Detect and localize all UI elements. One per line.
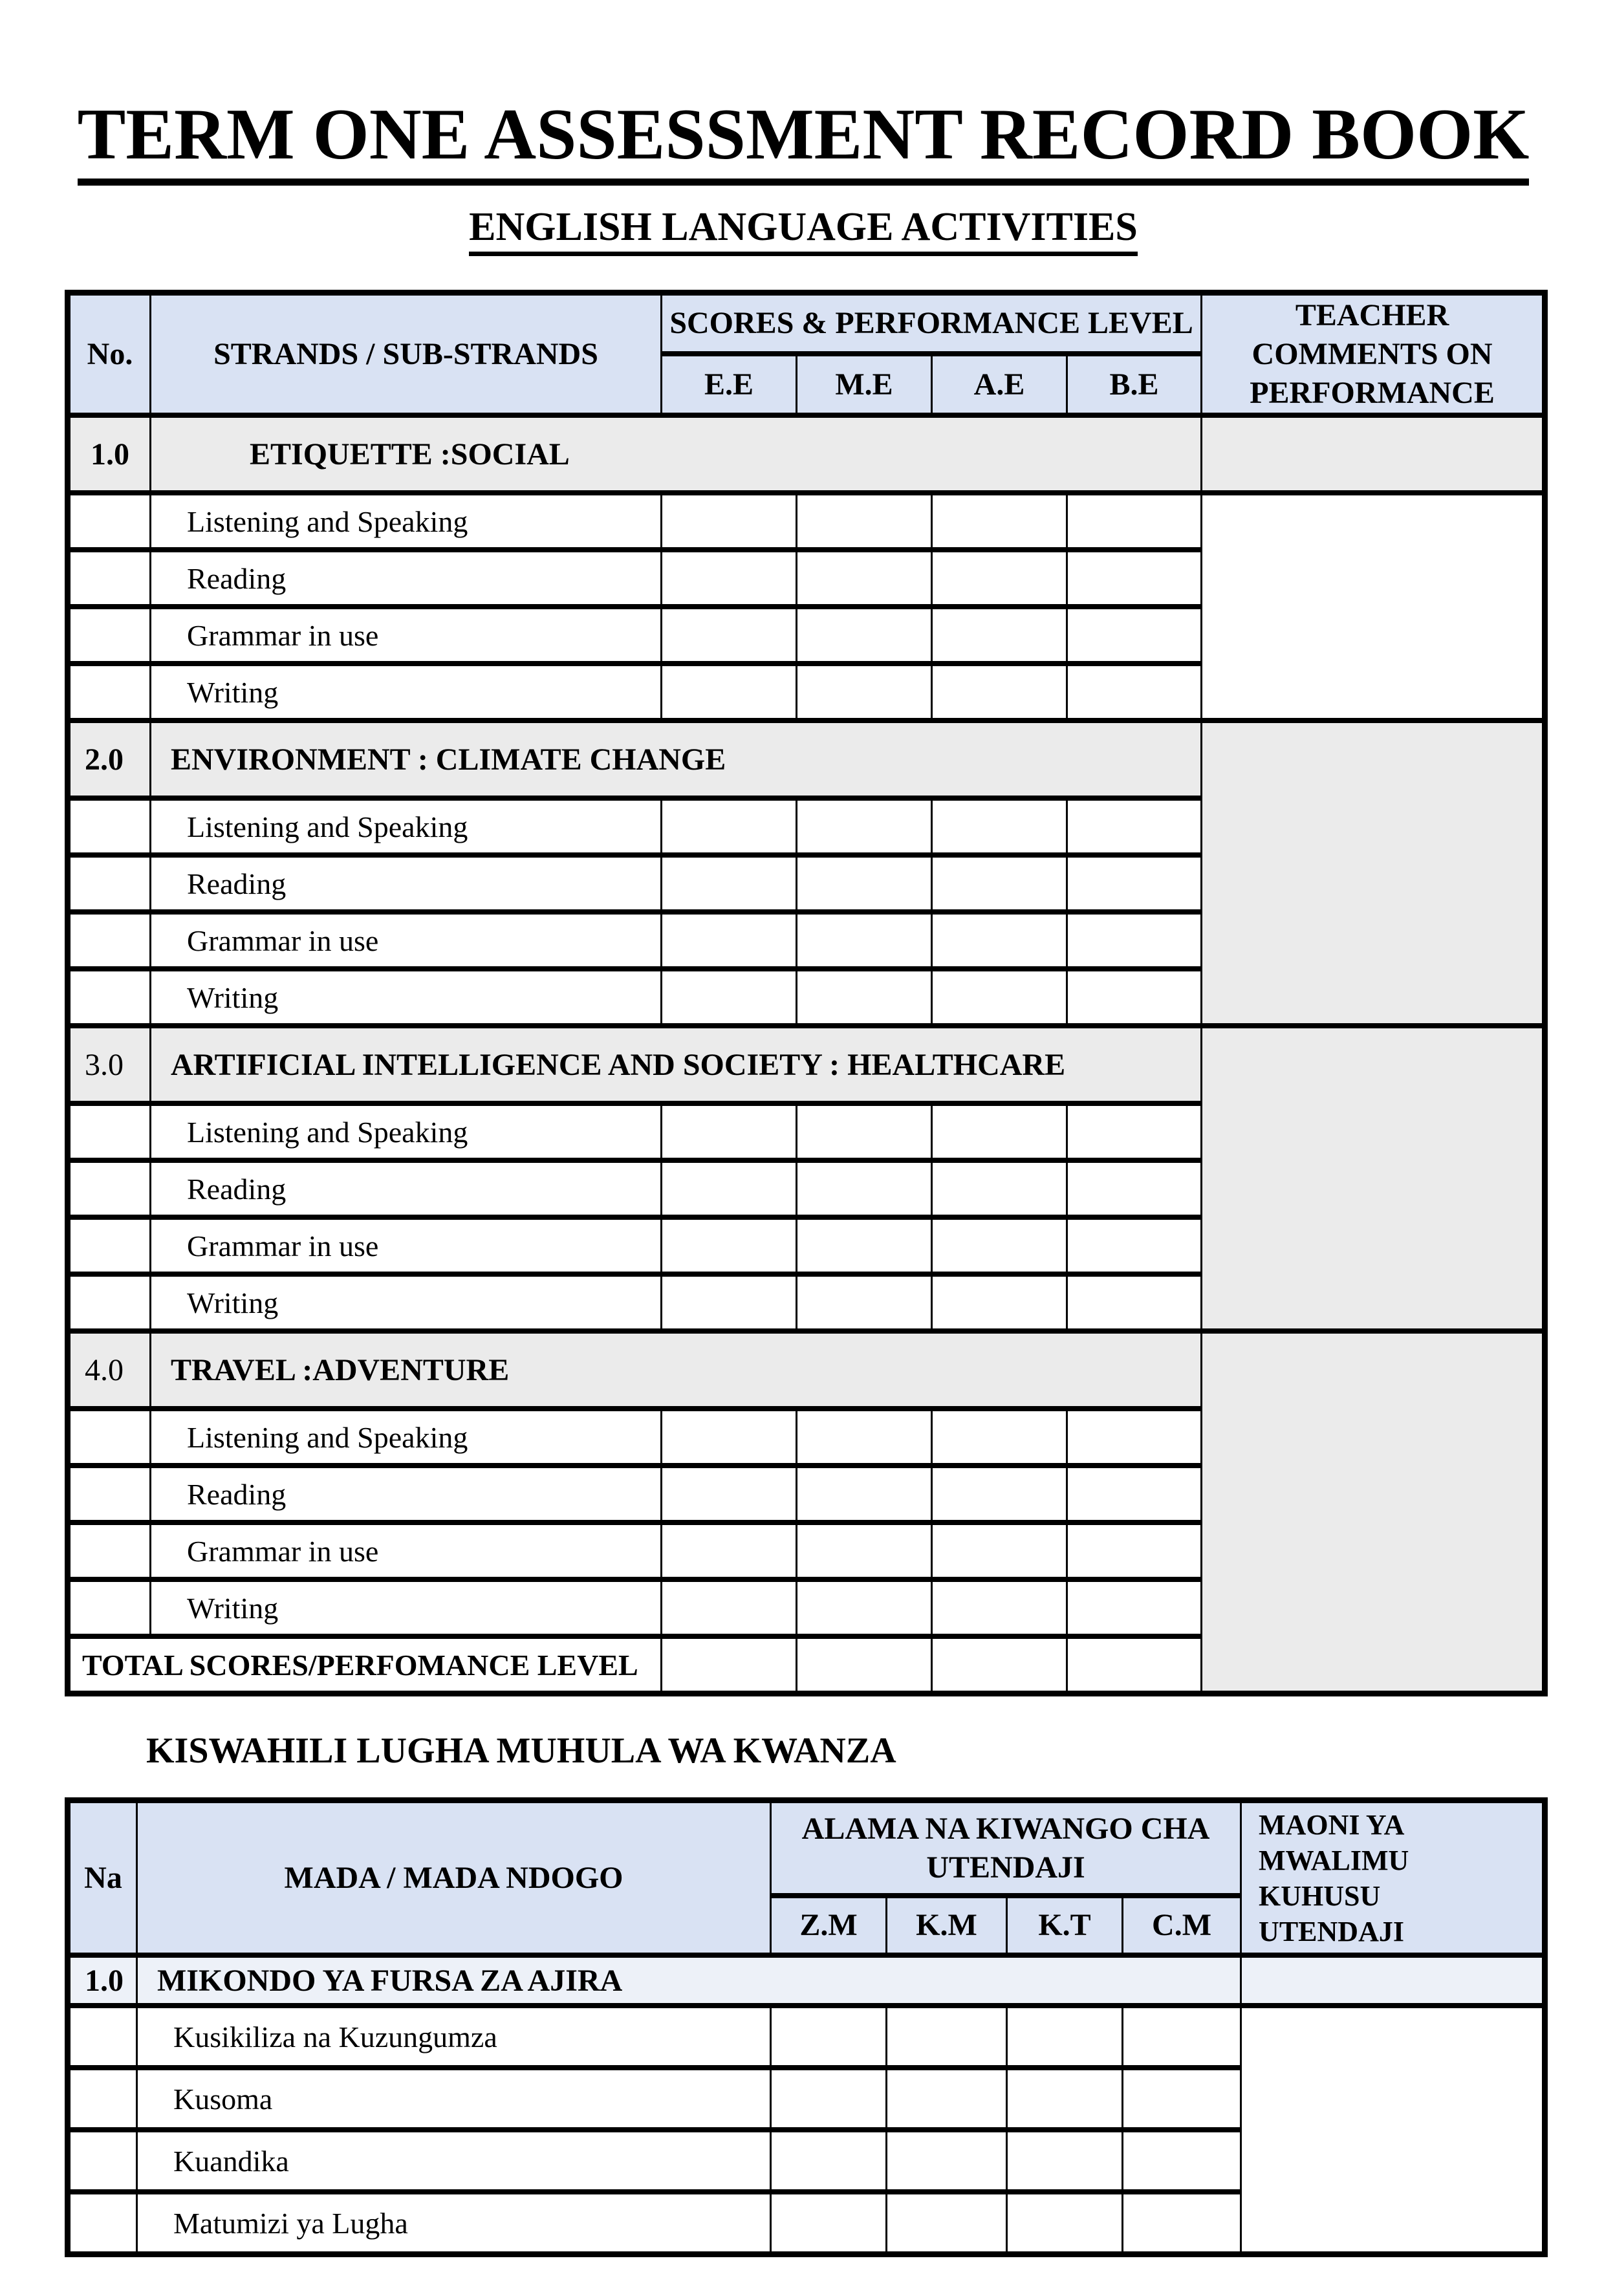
score-cell-me: [797, 1103, 932, 1160]
col-header-scores-group: SCORES & PERFORMANCE LEVEL: [662, 292, 1202, 354]
score-cell-ee: [662, 912, 797, 969]
col-header-be: B.E: [1067, 354, 1202, 415]
score-cell-me: [797, 1409, 932, 1466]
score-cell-me: [797, 969, 932, 1026]
total-score-cell-me: [797, 1636, 932, 1693]
score-cell-be: [1067, 1522, 1202, 1579]
section-row-etiquette: [68, 415, 1545, 493]
col-header-cm: C.M: [1123, 1896, 1241, 1955]
score-cell-ae: [932, 1466, 1067, 1522]
score-cell-ae: [932, 607, 1067, 664]
sub-strand-label: Writing: [151, 969, 662, 1026]
mada-ndogo-row: [68, 2006, 1545, 2068]
col-header-strands: STRANDS / SUB-STRANDS: [151, 292, 662, 415]
score-cell-be: [1067, 969, 1202, 1026]
score-cell-be: [1067, 912, 1202, 969]
score-cell-be: [1067, 1103, 1202, 1160]
section-number: 1.0: [68, 415, 151, 493]
score-cell-kt: [1007, 2130, 1123, 2192]
section-comments-cell: [1202, 415, 1545, 493]
col-header-kt: K.T: [1007, 1896, 1123, 1955]
mada-ndogo-label: Kusoma: [137, 2068, 771, 2130]
section-row-ai-society: [68, 1026, 1545, 1103]
col-header-ee: E.E: [662, 354, 797, 415]
row-number-cell: [68, 550, 151, 607]
score-cell-be: [1067, 607, 1202, 664]
col-header-teacher-comments: TEACHER COMMENTS ON PERFORMANCE: [1202, 292, 1545, 415]
score-cell-be: [1067, 1579, 1202, 1636]
score-cell-ee: [662, 1409, 797, 1466]
mada-ndogo-label: Kusikiliza na Kuzungumza: [137, 2006, 771, 2068]
score-cell-ae: [932, 1522, 1067, 1579]
mada-ndogo-label: Kuandika: [137, 2130, 771, 2192]
score-cell-me: [797, 1274, 932, 1331]
score-cell-ae: [932, 493, 1067, 550]
section-number: 2.0: [68, 720, 151, 798]
score-cell-ae: [932, 1579, 1067, 1636]
score-cell-ae: [932, 969, 1067, 1026]
section-title: ETIQUETTE :SOCIAL: [151, 415, 1202, 493]
row-number-cell: [68, 2192, 137, 2254]
sub-strand-label: Grammar in use: [151, 1217, 662, 1274]
col-header-alama-group: ALAMA NA KIWANGO CHA UTENDAJI: [771, 1800, 1241, 1896]
col-header-maoni: MAONI YA MWALIMU KUHUSU UTENDAJI: [1241, 1800, 1545, 1955]
score-cell-km: [887, 2006, 1007, 2068]
score-cell-ae: [932, 1409, 1067, 1466]
col-header-me: M.E: [797, 354, 932, 415]
page-title: [65, 94, 1542, 186]
score-cell-be: [1067, 1409, 1202, 1466]
score-cell-me: [797, 493, 932, 550]
row-number-cell: [68, 912, 151, 969]
sub-strand-label: Writing: [151, 1274, 662, 1331]
section-row-travel: [68, 1331, 1545, 1409]
score-cell-me: [797, 1160, 932, 1217]
col-header-zm: Z.M: [771, 1896, 887, 1955]
row-number-cell: [68, 607, 151, 664]
score-cell-ee: [662, 607, 797, 664]
sub-strand-label: Reading: [151, 550, 662, 607]
score-cell-me: [797, 1579, 932, 1636]
score-cell-ee: [662, 550, 797, 607]
maoni-comments-cell: [1241, 2006, 1545, 2254]
score-cell-ee: [662, 855, 797, 912]
score-cell-ae: [932, 1217, 1067, 1274]
col-header-mada: MADA / MADA NDOGO: [137, 1800, 771, 1955]
kiswahili-heading: KISWAHILI LUGHA MUHULA WA KWANZA: [146, 1730, 896, 1771]
page-subtitle: [65, 205, 1542, 256]
score-cell-kt: [1007, 2068, 1123, 2130]
score-cell-km: [887, 2192, 1007, 2254]
page-title-text: TERM ONE ASSESSMENT RECORD BOOK: [78, 97, 1530, 186]
score-cell-zm: [771, 2068, 887, 2130]
sub-strand-label: Grammar in use: [151, 912, 662, 969]
sub-strand-row: [68, 493, 1545, 550]
row-number-cell: [68, 1103, 151, 1160]
section-title: ENVIRONMENT : CLIMATE CHANGE: [151, 720, 1202, 798]
score-cell-cm: [1123, 2192, 1241, 2254]
score-cell-km: [887, 2068, 1007, 2130]
section-row-environment: [68, 720, 1545, 798]
sub-strand-label: Listening and Speaking: [151, 1409, 662, 1466]
teacher-comments-cell: [1202, 1026, 1545, 1331]
score-cell-ae: [932, 798, 1067, 855]
score-cell-me: [797, 912, 932, 969]
row-number-cell: [68, 1160, 151, 1217]
score-cell-ee: [662, 798, 797, 855]
score-cell-be: [1067, 1466, 1202, 1522]
col-header-ae: A.E: [932, 354, 1067, 415]
score-cell-be: [1067, 1274, 1202, 1331]
score-cell-ee: [662, 1160, 797, 1217]
section-number: 3.0: [68, 1026, 151, 1103]
score-cell-ee: [662, 1466, 797, 1522]
section-row-mikondo: [68, 1955, 1545, 2006]
score-cell-ae: [932, 1160, 1067, 1217]
score-cell-ee: [662, 1217, 797, 1274]
sub-strand-label: Reading: [151, 855, 662, 912]
score-cell-be: [1067, 855, 1202, 912]
section-comments-cell: [1241, 1955, 1545, 2006]
score-cell-ee: [662, 969, 797, 1026]
mada-ndogo-label: Matumizi ya Lugha: [137, 2192, 771, 2254]
sub-strand-label: Writing: [151, 664, 662, 720]
score-cell-be: [1067, 798, 1202, 855]
row-number-cell: [68, 493, 151, 550]
row-number-cell: [68, 969, 151, 1026]
score-cell-ae: [932, 912, 1067, 969]
score-cell-be: [1067, 493, 1202, 550]
sub-strand-label: Writing: [151, 1579, 662, 1636]
table-header-row: [68, 292, 1545, 354]
col-header-km: K.M: [887, 1896, 1007, 1955]
kiswahili-assessment-table: [65, 1797, 1548, 2257]
score-cell-ee: [662, 664, 797, 720]
score-cell-zm: [771, 2006, 887, 2068]
section-title: TRAVEL :ADVENTURE: [151, 1331, 1202, 1409]
score-cell-cm: [1123, 2006, 1241, 2068]
sub-strand-label: Reading: [151, 1466, 662, 1522]
score-cell-cm: [1123, 2130, 1241, 2192]
sub-strand-label: Grammar in use: [151, 607, 662, 664]
row-number-cell: [68, 855, 151, 912]
score-cell-kt: [1007, 2006, 1123, 2068]
score-cell-ae: [932, 1103, 1067, 1160]
total-label: TOTAL SCORES/PERFOMANCE LEVEL: [68, 1636, 662, 1693]
row-number-cell: [68, 1522, 151, 1579]
score-cell-zm: [771, 2130, 887, 2192]
col-header-na: Na: [68, 1800, 137, 1955]
score-cell-me: [797, 664, 932, 720]
total-score-cell-ee: [662, 1636, 797, 1693]
table-header-row: [68, 1800, 1545, 1896]
score-cell-kt: [1007, 2192, 1123, 2254]
score-cell-me: [797, 798, 932, 855]
score-cell-ae: [932, 550, 1067, 607]
score-cell-ee: [662, 493, 797, 550]
row-number-cell: [68, 1466, 151, 1522]
score-cell-ae: [932, 855, 1067, 912]
score-cell-cm: [1123, 2068, 1241, 2130]
score-cell-me: [797, 607, 932, 664]
sub-strand-label: Reading: [151, 1160, 662, 1217]
score-cell-ee: [662, 1103, 797, 1160]
total-score-cell-ae: [932, 1636, 1067, 1693]
row-number-cell: [68, 1274, 151, 1331]
sub-strand-label: Listening and Speaking: [151, 1103, 662, 1160]
score-cell-ee: [662, 1522, 797, 1579]
sub-strand-label: Grammar in use: [151, 1522, 662, 1579]
row-number-cell: [68, 1409, 151, 1466]
section-title: MIKONDO YA FURSA ZA AJIRA: [137, 1955, 1241, 2006]
score-cell-be: [1067, 1217, 1202, 1274]
english-assessment-table: [65, 290, 1548, 1696]
teacher-comments-cell: [1202, 493, 1545, 720]
score-cell-be: [1067, 550, 1202, 607]
score-cell-me: [797, 1466, 932, 1522]
row-number-cell: [68, 798, 151, 855]
teacher-comments-cell: [1202, 720, 1545, 1026]
total-score-cell-be: [1067, 1636, 1202, 1693]
score-cell-ae: [932, 1274, 1067, 1331]
row-number-cell: [68, 1579, 151, 1636]
score-cell-ee: [662, 1274, 797, 1331]
row-number-cell: [68, 2068, 137, 2130]
col-header-no: No.: [68, 292, 151, 415]
score-cell-me: [797, 855, 932, 912]
score-cell-me: [797, 550, 932, 607]
section-title: ARTIFICIAL INTELLIGENCE AND SOCIETY : HEALTHCARE: [151, 1026, 1202, 1103]
section-number: 1.0: [68, 1955, 137, 2006]
row-number-cell: [68, 2006, 137, 2068]
sub-strand-label: Listening and Speaking: [151, 798, 662, 855]
sub-strand-label: Listening and Speaking: [151, 493, 662, 550]
page-subtitle-text: ENGLISH LANGUAGE ACTIVITIES: [469, 205, 1138, 256]
score-cell-km: [887, 2130, 1007, 2192]
score-cell-ee: [662, 1579, 797, 1636]
row-number-cell: [68, 664, 151, 720]
row-number-cell: [68, 2130, 137, 2192]
score-cell-ae: [932, 664, 1067, 720]
score-cell-be: [1067, 664, 1202, 720]
row-number-cell: [68, 1217, 151, 1274]
score-cell-me: [797, 1522, 932, 1579]
score-cell-me: [797, 1217, 932, 1274]
score-cell-zm: [771, 2192, 887, 2254]
section-number: 4.0: [68, 1331, 151, 1409]
score-cell-be: [1067, 1160, 1202, 1217]
teacher-comments-cell: [1202, 1331, 1545, 1693]
